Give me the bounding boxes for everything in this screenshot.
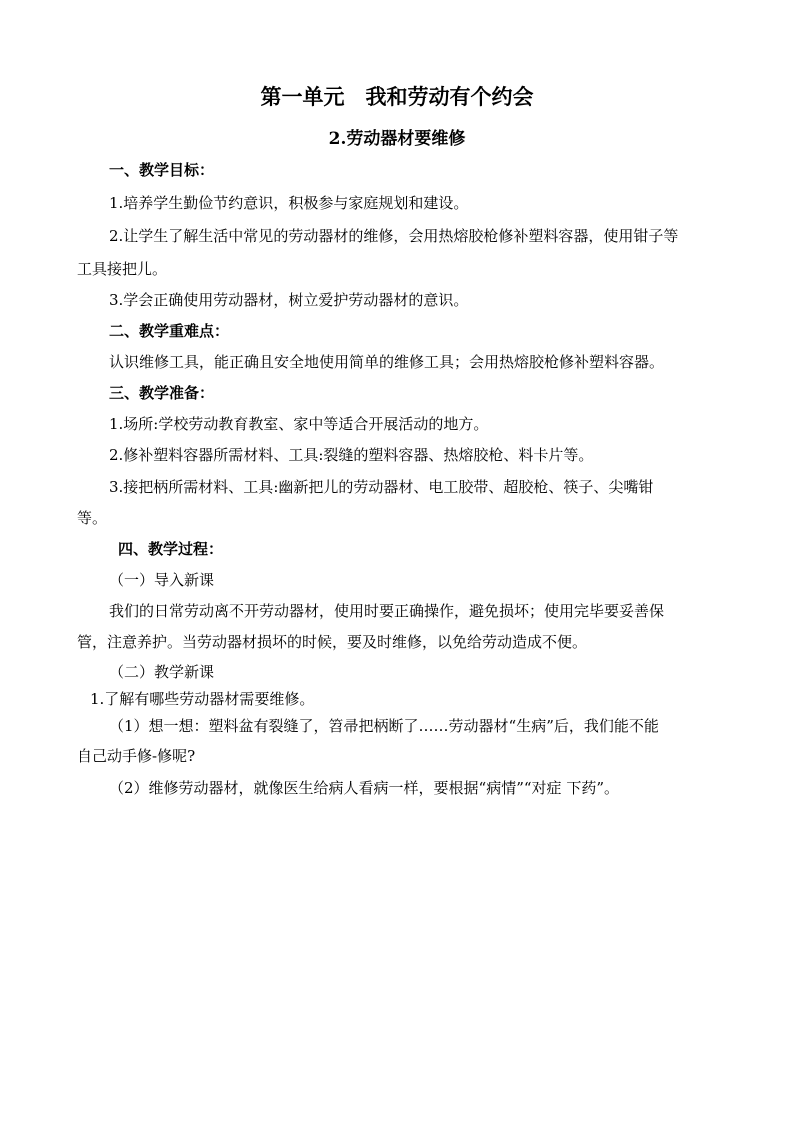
objective-item-1: 1.培养学生勤俭节约意识，积极参与家庭规划和建设。	[109, 194, 469, 212]
objective-item-3: 3.学会正确使用劳动器材，树立爱护劳动器材的意识。	[109, 291, 469, 309]
preparation-item-2: 2.修补塑料容器所需材料、工具:裂缝的塑料容器、热熔胶枪、料卡片等。	[109, 446, 594, 464]
preparation-item-3-line-1: 3.接把柄所需材料、工具:幽新把儿的劳动器材、电工胶带、超胶枪、筷子、尖嘴钳	[109, 478, 654, 496]
key-points-heading: 二、教学重难点：	[109, 322, 230, 340]
preparation-item-3-line-2: 等。	[77, 509, 108, 527]
process-step-1-question-1-line-2: 自己动手修-修呢?	[77, 747, 196, 765]
objectives-heading: 一、教学目标：	[109, 161, 215, 179]
preparation-heading: 三、教学准备：	[109, 384, 215, 402]
process-part-1-heading: （一）导入新课	[109, 571, 215, 589]
process-step-1-question-1-line-1: （1）想一想：塑料盆有裂缝了，笤帚把柄断了……劳动器材“生病”后，我们能不能	[109, 717, 659, 735]
lesson-title: 2.劳动器材要维修	[328, 129, 466, 149]
key-points-text: 认识维修工具，能正确且安全地使用简单的维修工具；会用热熔胶枪修补塑料容器。	[109, 353, 665, 371]
process-part-2-heading: （二）教学新课	[109, 663, 215, 681]
objective-item-2-line-2: 工具接把儿。	[77, 260, 168, 278]
process-part-1-line-2: 管，注意养护。当劳动器材损坏的时候，要及时维修，以免给劳动造成不便。	[77, 633, 588, 651]
process-step-1-question-2: （2）维修劳动器材，就像医生给病人看病一样，要根据“病情”“对症 下药”。	[109, 779, 619, 797]
document-title: 第一单元 我和劳动有个约会	[260, 84, 534, 109]
preparation-item-1: 1.场所:学校劳动教育教室、家中等适合开展活动的地方。	[109, 415, 489, 433]
process-step-1: 1.了解有哪些劳动器材需要维修。	[90, 690, 315, 708]
process-part-1-line-1: 我们的日常劳动离不开劳动器材，使用时要正确操作，避免损坏；使用完毕要妥善保	[109, 602, 665, 620]
process-heading: 四、教学过程：	[118, 540, 224, 558]
objective-item-2-line-1: 2.让学生了解生活中常见的劳动器材的维修，会用热熔胶枪修补塑料容器，使用钳子等	[109, 227, 679, 245]
